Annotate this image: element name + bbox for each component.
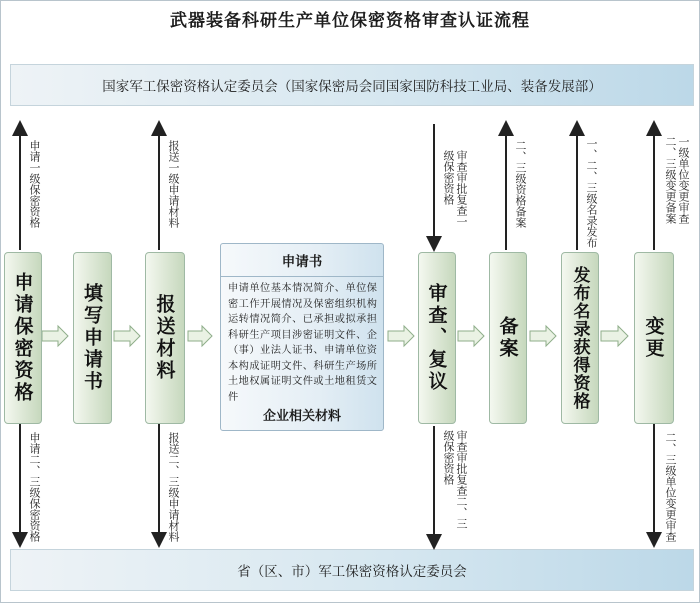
label-review-up: 审查审批复查一级保密资格 [442, 150, 468, 227]
label-apply-down: 申请二、三级保密资格 [28, 432, 41, 542]
flow-arrow-5 [458, 326, 484, 346]
document-header: 申请书 [281, 254, 323, 270]
step-record [489, 252, 527, 424]
flow-arrow-2 [114, 326, 140, 346]
step-submit-materials [145, 252, 185, 424]
step-change [634, 252, 674, 424]
step-apply-qualification [4, 252, 42, 424]
page-title: 武器装备科研生产单位保密资格审查认证流程 [170, 11, 530, 31]
label-publish-up: 一、二、三级名录发布 [585, 138, 598, 248]
provincial-committee-banner: 省（区、市）军工保密资格认定委员会 [10, 549, 694, 591]
label-submit-down: 报送二、三级申请材料 [167, 432, 180, 542]
step-submit-label: 报送材料 [153, 294, 176, 382]
flow-arrow-7 [601, 326, 628, 346]
document-footer: 企业相关材料 [262, 409, 341, 424]
label-change-down: 二、三级单位变更审查 [664, 432, 677, 542]
flow-arrow-3 [188, 326, 212, 346]
national-committee-banner: 国家军工保密资格认定委员会（国家保密局会同国家国防科技工业局、装备发展部） [10, 64, 694, 106]
flow-arrow-1 [42, 326, 68, 346]
step-publish-label: 发布名录获得资格 [569, 266, 590, 410]
step-record-label: 备案 [496, 316, 519, 360]
step-fill-application [73, 252, 112, 424]
step-change-label: 变更 [642, 316, 665, 360]
step-review-label: 审查、复议 [425, 283, 448, 393]
document-contents: 申请单位基本情况简介、单位保密工作开展情况及保密组织机构运转情况简介、已承担或拟承担科研生产项目涉密证明文件、企（事）业法人证书、申请单位资本构成证明文件、科研生产场所土地权属证明文件或土地租赁文件 [228, 283, 377, 403]
flow-arrow-4 [388, 326, 414, 346]
label-review-down: 审查审批复查二、三级保密资格 [442, 430, 468, 529]
step-fill-label: 填写申请书 [81, 283, 103, 393]
label-submit-up: 报送一级申请材料 [167, 140, 180, 228]
step-publish [561, 252, 599, 424]
step-review [418, 252, 456, 424]
label-apply-up: 申请一级保密资格 [28, 140, 41, 228]
label-record-up: 二、三级资格备案 [514, 140, 527, 228]
step-apply-label: 申请保密资格 [11, 272, 34, 404]
label-change-up: 一级单位变更审查二、三级变更备案 [664, 136, 690, 224]
flow-arrow-6 [530, 326, 556, 346]
application-document-panel [220, 243, 384, 431]
